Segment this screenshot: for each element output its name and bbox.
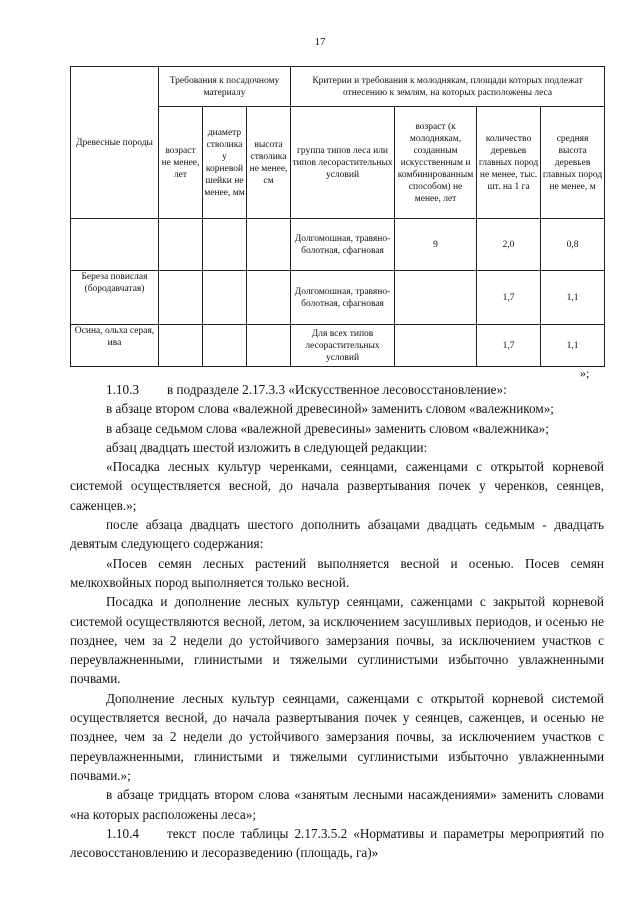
cell-height [247,271,291,325]
cell-forest-type: Для всех типов лесорастительных условий [291,325,395,367]
table-row [71,219,605,271]
page-number: 17 [314,36,326,48]
paragraph: в абзаце тридцать втором слова «занятым лесными насаждениями» заменить словами «на которых расположены леса»; [70,787,604,822]
cell-diameter [203,271,247,325]
requirements-table [70,66,605,367]
document-body [70,380,604,862]
cell-young-age [395,325,477,367]
cell-diameter [203,219,247,271]
cell-age [159,271,203,325]
header-height: высота стволика не менее, см [247,107,291,219]
cell-avg-height: 1,1 [541,325,605,367]
cell-age [159,325,203,367]
cell-avg-height: 1,1 [541,271,605,325]
paragraph: «Посадка лесных культур черенками, сеянцами, саженцами с открытой корневой системой осуществляется весной, до начала развертывания почек у черенков, сеянцев, саженцев.»; [70,459,604,513]
cell-young-age: 9 [395,219,477,271]
paragraph: после абзаца двадцать шестого дополнить абзацами двадцать седьмым - двадцать девятым следующего содержания: [70,517,604,552]
paragraph-text: текст после таблицы 2.17.3.5.2 «Нормативы и параметры мероприятий по лесовосстановлению и лесоразведению (площадь, га)» [70,825,604,861]
cell-species: Осина, ольха серая, ива [71,325,159,367]
cell-tree-count: 2,0 [477,219,541,271]
paragraph-1-10-3 [70,380,604,399]
cell-height [247,219,291,271]
cell-avg-height: 0,8 [541,219,605,271]
cell-height [247,325,291,367]
item-number: 1.10.3 [106,382,139,397]
paragraph: Дополнение лесных культур сеянцами, саженцами с открытой корневой системой осуществляется весной, до начала развертывания почек у сеянцев, саженцев, и осенью не позднее, чем за 2 недели до устойчивого замерзания почвы, за исключением участков с переувлажненными, глинистыми и тяжелыми суглинистыми избыточно увлажненными почвами.»; [70,690,604,783]
header-avg-height: средняя высота деревьев главных пород не менее, м [541,107,605,219]
cell-tree-count: 1,7 [477,271,541,325]
header-planting-material: Требования к посадочному материалу [159,67,291,107]
item-number: 1.10.4 [106,825,139,841]
paragraph: абзац двадцать шестой изложить в следующей редакции: [106,439,428,455]
header-young-age: возраст (к молоднякам, созданным искусственным и комбинированным способом) не менее, лет [395,107,477,219]
cell-forest-type: Долгомошная, травяно-болотная, сфагновая [291,271,395,325]
header-species: Древесные породы [71,67,159,219]
paragraph: Посадка и дополнение лесных культур сеянцами, саженцами с закрытой корневой системой осуществляются весной, летом, за исключением засушливых периодов, и осенью не позднее, чем за 2 недели до устойчивого замерзания почвы, за исключением участков с переувлажненными, глинистыми и тяжелыми суглинистыми избыточно увлажненными почвами. [70,594,604,687]
header-age: возраст не менее, лет [159,107,203,219]
paragraph: в абзаце втором слова «валежной древесиной» заменить словом «валежником»; [106,401,554,417]
cell-young-age [395,271,477,325]
header-tree-count: количество деревьев главных пород не менее, тыс. шт. на 1 га [477,107,541,219]
cell-species [71,219,159,271]
paragraph-1-10-4 [70,824,604,863]
header-forest-type: группа типов леса или типов лесорастительных условий [291,107,395,219]
header-young-stand-criteria: Критерии и требования к молоднякам, площади которых подлежат отнесению к землям, на которых расположены леса [291,67,605,107]
table-quote-close: »; [580,366,590,380]
table-row [71,325,605,367]
cell-forest-type: Долгомошная, травяно-болотная, сфагновая [291,219,395,271]
header-diameter: диаметр стволика у корневой шейки не менее, мм [203,107,247,219]
paragraph: в абзаце седьмом слова «валежной древесины» заменить словом «валежника»; [106,420,549,436]
cell-species: Береза повислая (бородавчатая) [71,271,159,325]
paragraph: «Посев семян лесных растений выполняется весной и осенью. Посев семян мелкохвойных пород выполняется только весной. [70,555,604,590]
cell-age [159,219,203,271]
paragraph-text: в подразделе 2.17.3.3 «Искусственное лесовосстановление»: [166,382,507,397]
cell-tree-count: 1,7 [477,325,541,367]
table-row [71,271,605,325]
cell-diameter [203,325,247,367]
